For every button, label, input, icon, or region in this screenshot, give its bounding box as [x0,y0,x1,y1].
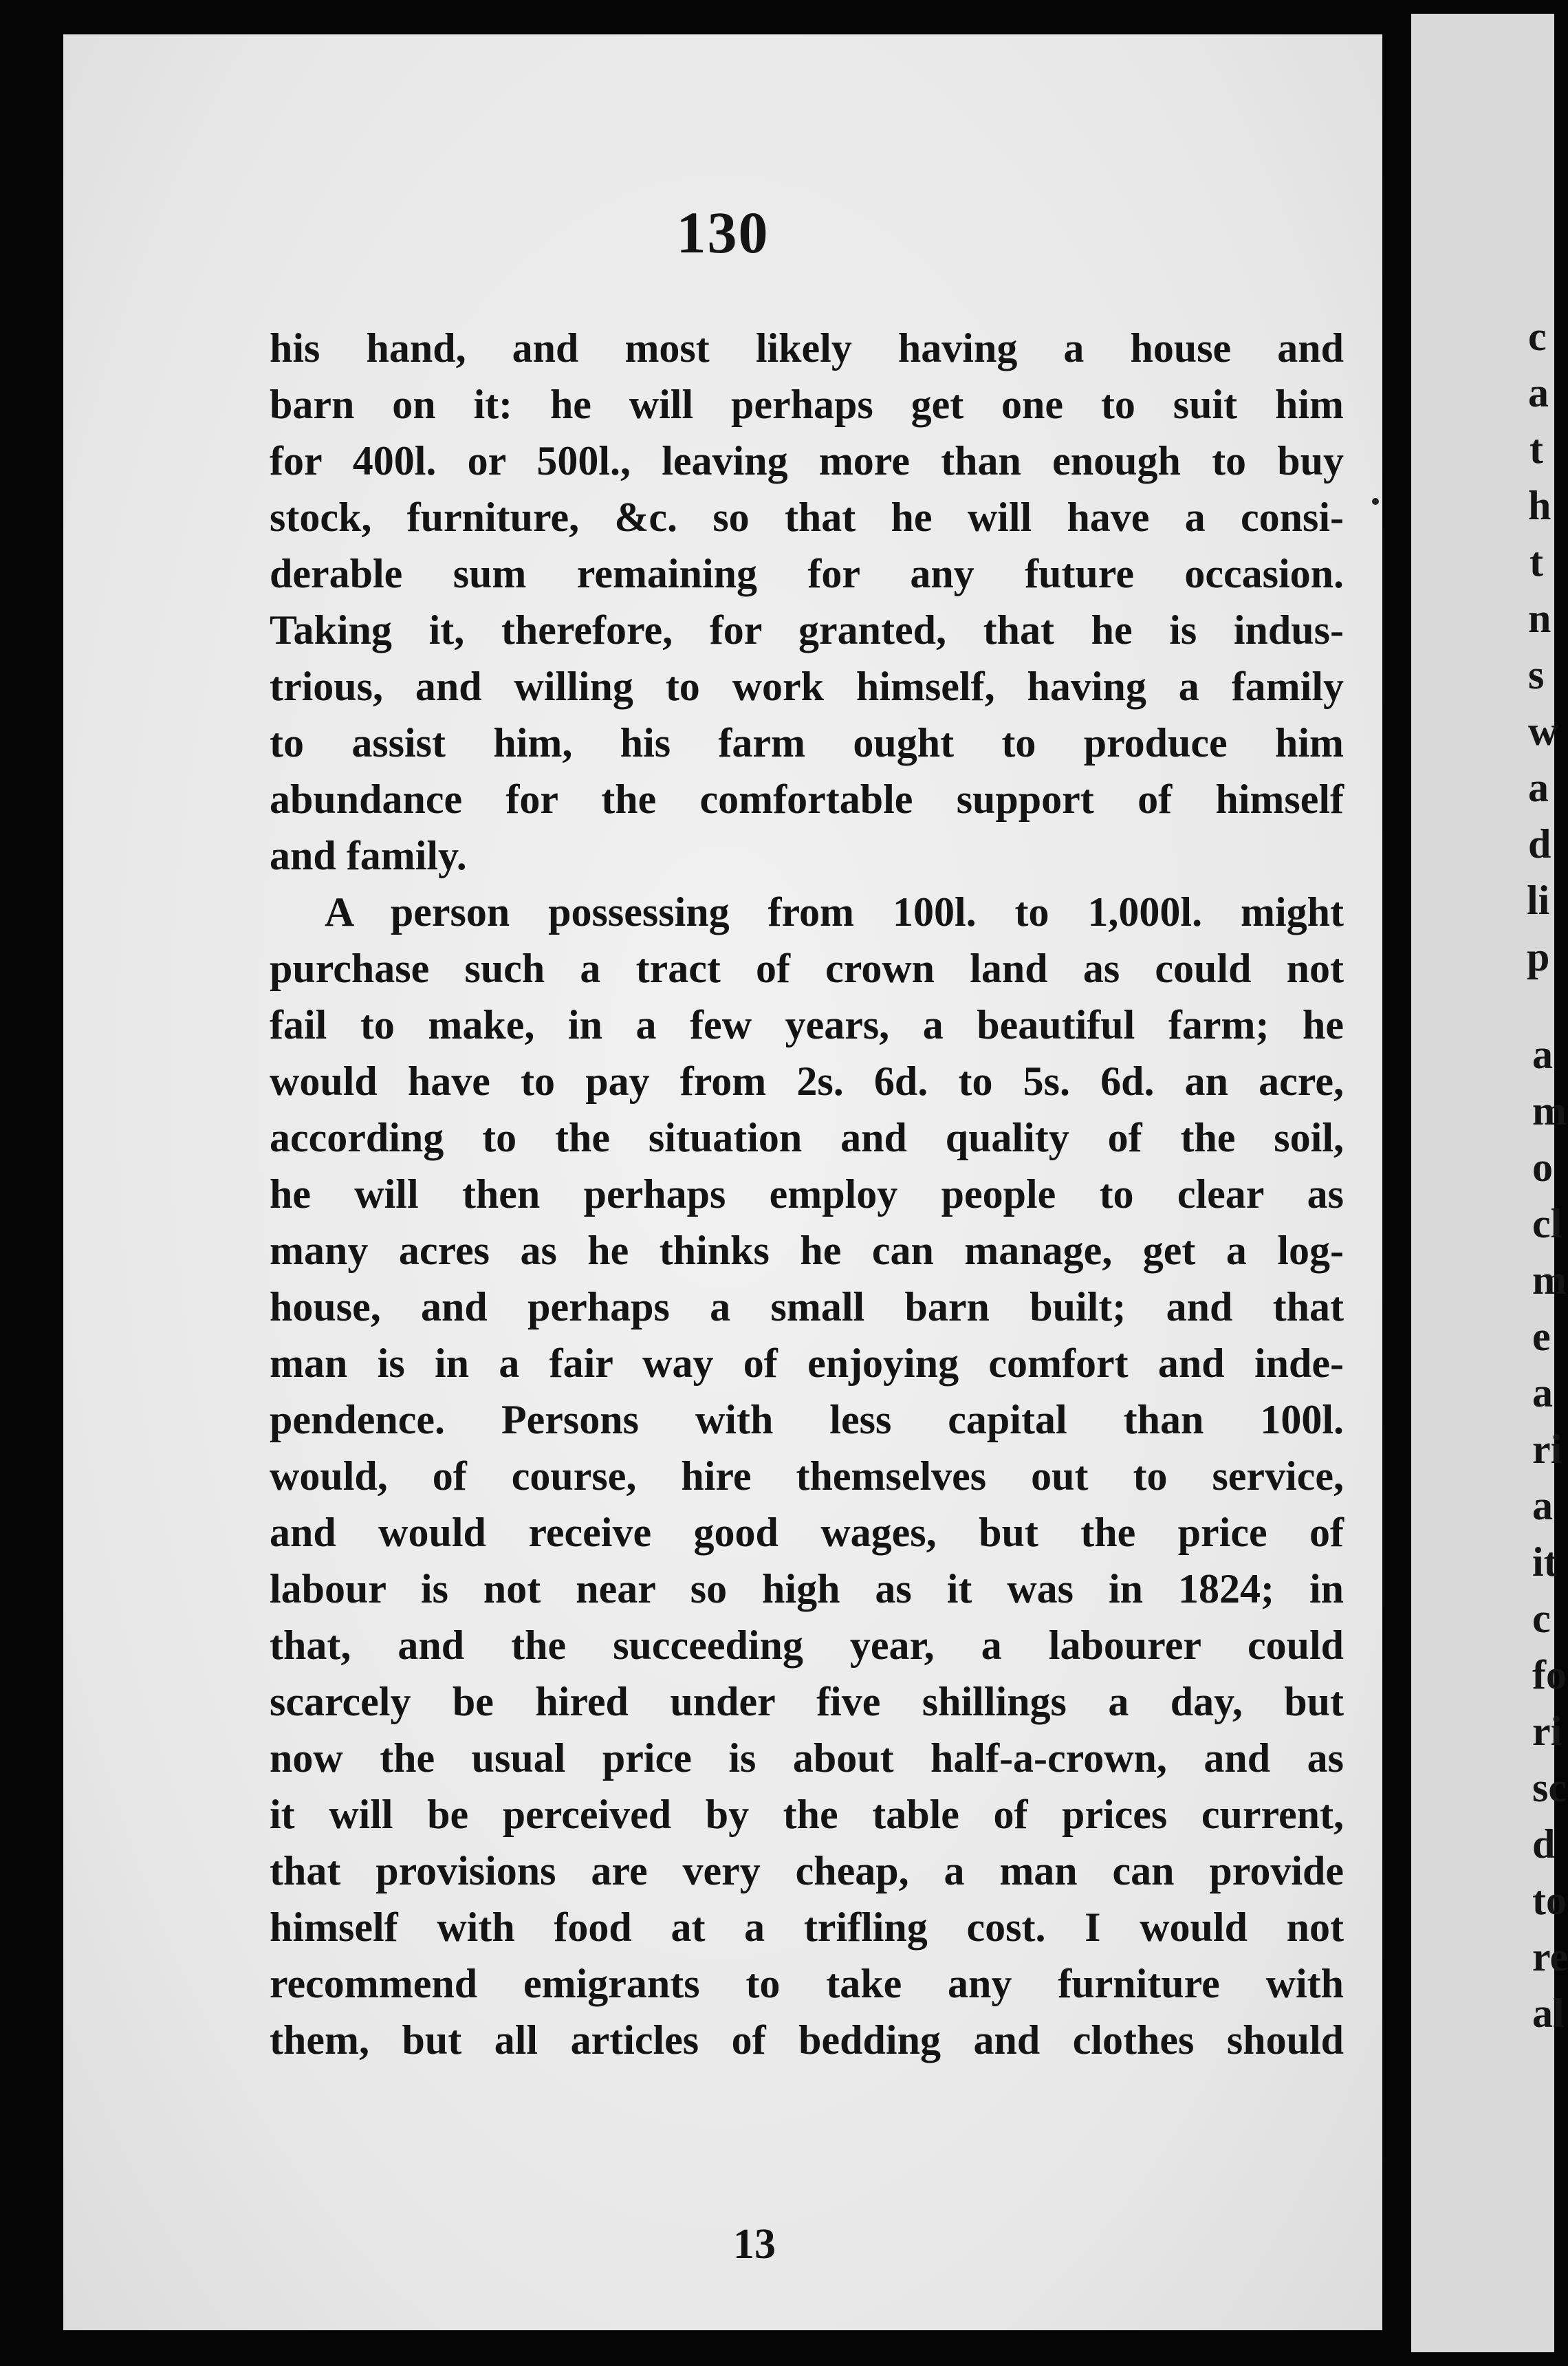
book-page [63,34,1382,2330]
facing-text-fragment: al [1532,1990,1565,2036]
facing-text-fragment: o [1532,1144,1553,1190]
text-line: would have to pay from 2s. 6d. to 5s. 6d. an acre, [270,1059,1344,1104]
text-line: it will be perceived by the table of prices current, [270,1792,1344,1837]
facing-text-fragment: c [1528,314,1547,359]
text-line: A person possessing from 100l. to 1,000l. might [325,889,1344,935]
text-line: many acres as he thinks he can manage, get a log- [270,1228,1344,1273]
text-line: stock, furniture, &c. so that he will have a consi- [270,495,1344,540]
facing-text-fragment: m [1532,1088,1567,1133]
text-line: to assist him, his farm ought to produce him [270,720,1344,766]
page-number: 130 [676,199,770,265]
facing-text-fragment: d [1532,1821,1556,1867]
facing-text-fragment: ri [1532,1708,1562,1754]
body-text [270,320,1344,2068]
facing-text-fragment: n [1528,596,1551,641]
facing-text-fragment: it [1532,1539,1558,1585]
text-line: them, but all articles of bedding and clothes should [270,2017,1344,2063]
facing-text-fragment: w [1528,708,1558,754]
text-line: pendence. Persons with less capital than 100l. [270,1397,1344,1442]
facing-text-fragment: re [1532,1934,1568,1979]
facing-text-fragment: li [1527,878,1550,923]
facing-text-fragment: e [1532,1314,1551,1359]
facing-text-fragment: ri [1532,1426,1562,1472]
text-line: trious, and willing to work himself, having a family [270,664,1344,709]
text-line: and would receive good wages, but the price of [270,1510,1344,1555]
text-line: his hand, and most likely having a house and [270,325,1344,371]
ink-speck [1372,498,1379,505]
text-line: Taking it, therefore, for granted, that he is indus- [270,607,1344,653]
text-line: according to the situation and quality of the soil, [270,1115,1344,1160]
facing-text-fragment: a [1528,370,1549,415]
text-line: that provisions are very cheap, a man can provide [270,1848,1344,1893]
facing-text-fragment: c [1532,1596,1551,1641]
signature-mark: 13 [733,2221,776,2268]
text-line: abundance for the comfortable support of himself [270,777,1344,822]
facing-text-fragment: s [1528,652,1545,697]
facing-text-fragment: a [1532,1032,1553,1077]
facing-text-fragment: t [1529,426,1543,472]
facing-text-fragment: cl [1532,1201,1562,1246]
text-line: that, and the succeeding year, a labourer could [270,1622,1344,1668]
facing-text-fragment: sc [1532,1765,1567,1810]
facing-page-edge [1411,14,1568,2352]
facing-text-fragment: a [1532,1370,1553,1415]
facing-text-fragment: t [1529,539,1543,585]
text-line: for 400l. or 500l., leaving more than enough to buy [270,438,1344,484]
text-line: man is in a fair way of enjoying comfort and inde- [270,1341,1344,1386]
text-line: recommend emigrants to take any furniture with [270,1961,1344,2006]
text-line: purchase such a tract of crown land as could not [270,946,1344,991]
text-line: fail to make, in a few years, a beautiful farm; he [270,1002,1344,1048]
text-line: house, and perhaps a small barn built; and that [270,1284,1344,1329]
text-line: derable sum remaining for any future occasion. [270,551,1344,596]
text-line: now the usual price is about half-a-crown, and as [270,1735,1344,1781]
text-line: scarcely be hired under five shillings a day, but [270,1679,1344,1724]
facing-text-fragment: m [1532,1257,1567,1303]
facing-text-fragment: a [1528,765,1549,810]
facing-text-fragment: to [1532,1878,1567,1923]
text-line: barn on it: he will perhaps get one to suit him [270,382,1344,427]
facing-text-fragment: a [1532,1483,1553,1528]
text-line: himself with food at a trifling cost. I would not [270,1904,1344,1950]
text-line: and family. [270,833,467,878]
text-line: would, of course, hire themselves out to service, [270,1453,1344,1499]
text-line: he will then perhaps employ people to clear as [270,1171,1344,1217]
facing-text-fragment: d [1528,821,1551,867]
facing-text-fragment: p [1527,934,1550,979]
facing-text-fragment: fo [1532,1652,1567,1697]
text-line: labour is not near so high as it was in 1824; in [270,1566,1344,1611]
facing-text-fragment: h [1528,483,1551,528]
